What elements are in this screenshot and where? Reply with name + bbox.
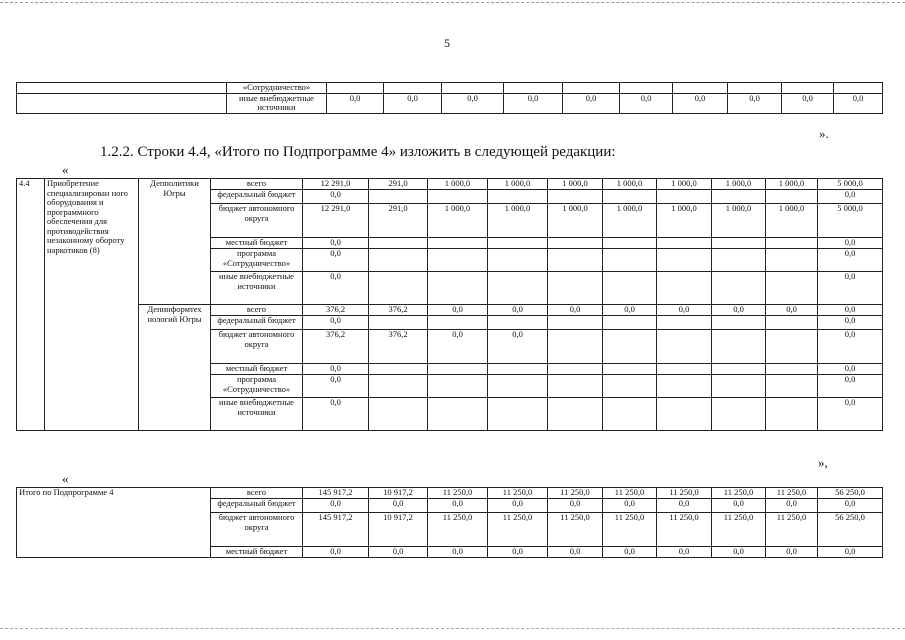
value-cell: 0,0 <box>303 547 369 558</box>
value-cell: 0,0 <box>548 305 603 316</box>
value-cell <box>488 364 548 375</box>
value-cell <box>712 272 766 305</box>
value-cell: 11 250,0 <box>488 513 548 547</box>
source-cell: федеральный бюджет <box>211 499 303 513</box>
value-cell: 0,0 <box>818 272 883 305</box>
value-cell: 0,0 <box>303 272 369 305</box>
value-cell <box>657 375 712 398</box>
value-cell <box>657 316 712 330</box>
value-cell <box>712 249 766 272</box>
value-cell: 1 000,0 <box>428 179 488 190</box>
value-cell: 0,0 <box>303 398 369 431</box>
value-cell: 376,2 <box>369 330 428 364</box>
value-cell <box>369 316 428 330</box>
value-cell: 376,2 <box>369 305 428 316</box>
value-cell <box>712 398 766 431</box>
value-cell <box>712 330 766 364</box>
value-cell <box>766 316 818 330</box>
source-cell: федеральный бюджет <box>211 190 303 204</box>
value-cell <box>428 238 488 249</box>
measure-name-cell: Приобретение специализирован ного оборудования и программного обеспечения для противодействия незаконному обороту наркотиков (8) <box>45 179 139 431</box>
value-cell: 0,0 <box>766 547 818 558</box>
value-cell <box>712 364 766 375</box>
value-cell: 10 917,2 <box>369 488 428 499</box>
value-cell <box>504 83 563 94</box>
value-cell <box>657 249 712 272</box>
value-cell <box>369 364 428 375</box>
value-cell <box>766 238 818 249</box>
value-cell <box>712 316 766 330</box>
value-cell <box>369 238 428 249</box>
value-cell: 0,0 <box>818 499 883 513</box>
value-cell <box>428 375 488 398</box>
value-cell: 0,0 <box>657 547 712 558</box>
value-cell <box>428 398 488 431</box>
value-cell: 0,0 <box>327 93 384 113</box>
row-number-cell: 4.4 <box>17 179 45 431</box>
value-cell <box>488 190 548 204</box>
value-cell: 11 250,0 <box>603 488 657 499</box>
table-row <box>17 179 883 190</box>
value-cell: 0,0 <box>728 93 782 113</box>
page-number: 5 <box>444 36 450 50</box>
value-cell: 1 000,0 <box>548 179 603 190</box>
value-cell <box>548 238 603 249</box>
value-cell: 10 917,2 <box>369 513 428 547</box>
value-cell <box>766 398 818 431</box>
source-cell: программа «Сотрудничество» <box>211 375 303 398</box>
empty-cell <box>17 93 227 113</box>
value-cell: 291,0 <box>369 204 428 238</box>
value-cell: 11 250,0 <box>712 488 766 499</box>
value-cell: 0,0 <box>657 499 712 513</box>
section-heading: 1.2.2. Строки 4.4, «Итого по Подпрограмме 4» изложить в следующей редакции: <box>100 144 616 160</box>
value-cell: 0,0 <box>818 364 883 375</box>
value-cell <box>603 330 657 364</box>
bottom-scan-edge <box>0 628 905 629</box>
executor-cell: Депполитики Югры <box>139 179 211 305</box>
value-cell: 0,0 <box>818 316 883 330</box>
source-cell: иные внебюджетные источники <box>227 93 327 113</box>
total-name-cell: Итого по Подпрограмме 4 <box>17 488 211 558</box>
value-cell: 0,0 <box>428 305 488 316</box>
row-4-4-table <box>16 178 883 431</box>
value-cell: 0,0 <box>303 375 369 398</box>
value-cell: 11 250,0 <box>603 513 657 547</box>
value-cell: 376,2 <box>303 330 369 364</box>
close-quote-top: ». <box>819 126 829 141</box>
source-cell: всего <box>211 305 303 316</box>
source-cell: бюджет автономного округа <box>211 513 303 547</box>
value-cell <box>712 190 766 204</box>
source-cell: федеральный бюджет <box>211 316 303 330</box>
table-row <box>17 305 883 316</box>
value-cell: 0,0 <box>712 547 766 558</box>
value-cell: 0,0 <box>504 93 563 113</box>
value-cell: 1 000,0 <box>548 204 603 238</box>
value-cell <box>369 190 428 204</box>
top-scan-edge <box>0 2 905 3</box>
value-cell: 0,0 <box>548 547 603 558</box>
value-cell: 0,0 <box>428 330 488 364</box>
value-cell <box>782 83 834 94</box>
total-subprogram-table <box>16 487 883 558</box>
value-cell: 0,0 <box>712 499 766 513</box>
source-cell: бюджет автономного округа <box>211 330 303 364</box>
value-cell: 0,0 <box>303 499 369 513</box>
value-cell <box>603 316 657 330</box>
value-cell: 0,0 <box>818 238 883 249</box>
value-cell: 0,0 <box>563 93 620 113</box>
value-cell <box>712 238 766 249</box>
value-cell: 5 000,0 <box>818 204 883 238</box>
value-cell: 0,0 <box>620 93 673 113</box>
value-cell: 1 000,0 <box>712 204 766 238</box>
value-cell: 0,0 <box>303 316 369 330</box>
value-cell: 0,0 <box>834 93 883 113</box>
value-cell: 0,0 <box>766 305 818 316</box>
value-cell: 11 250,0 <box>428 513 488 547</box>
value-cell: 11 250,0 <box>657 513 712 547</box>
value-cell: 0,0 <box>428 499 488 513</box>
value-cell <box>603 364 657 375</box>
value-cell: 0,0 <box>818 398 883 431</box>
value-cell <box>657 238 712 249</box>
value-cell <box>488 249 548 272</box>
close-quote-main: », <box>818 455 828 470</box>
table-row <box>17 93 883 113</box>
value-cell: 376,2 <box>303 305 369 316</box>
table-row <box>17 83 883 94</box>
value-cell <box>620 83 673 94</box>
source-cell: всего <box>211 179 303 190</box>
value-cell <box>428 272 488 305</box>
value-cell: 0,0 <box>442 93 504 113</box>
value-cell: 1 000,0 <box>766 204 818 238</box>
value-cell: 11 250,0 <box>657 488 712 499</box>
executor-cell: Депинформтех нологий Югры <box>139 305 211 431</box>
value-cell: 145 917,2 <box>303 513 369 547</box>
value-cell: 1 000,0 <box>712 179 766 190</box>
value-cell: 0,0 <box>488 547 548 558</box>
value-cell <box>428 316 488 330</box>
value-cell: 291,0 <box>369 179 428 190</box>
value-cell <box>488 272 548 305</box>
value-cell <box>548 398 603 431</box>
value-cell: 0,0 <box>766 499 818 513</box>
value-cell: 0,0 <box>673 93 728 113</box>
value-cell <box>488 238 548 249</box>
value-cell: 0,0 <box>782 93 834 113</box>
value-cell: 11 250,0 <box>766 513 818 547</box>
value-cell: 0,0 <box>488 499 548 513</box>
value-cell: 0,0 <box>818 249 883 272</box>
value-cell: 0,0 <box>369 499 428 513</box>
value-cell: 11 250,0 <box>428 488 488 499</box>
value-cell <box>766 330 818 364</box>
value-cell <box>766 375 818 398</box>
value-cell: 1 000,0 <box>488 204 548 238</box>
value-cell: 0,0 <box>548 499 603 513</box>
value-cell <box>428 190 488 204</box>
value-cell <box>603 272 657 305</box>
value-cell <box>657 272 712 305</box>
value-cell: 0,0 <box>384 93 442 113</box>
value-cell <box>657 190 712 204</box>
value-cell: 12 291,0 <box>303 204 369 238</box>
value-cell: 11 250,0 <box>766 488 818 499</box>
value-cell <box>369 398 428 431</box>
value-cell: 0,0 <box>657 305 712 316</box>
value-cell <box>603 238 657 249</box>
value-cell: 0,0 <box>818 330 883 364</box>
value-cell <box>728 83 782 94</box>
value-cell: 56 250,0 <box>818 513 883 547</box>
open-quote-main: « <box>62 162 69 177</box>
value-cell <box>548 249 603 272</box>
value-cell: 0,0 <box>818 305 883 316</box>
value-cell: 0,0 <box>603 547 657 558</box>
value-cell: 1 000,0 <box>488 179 548 190</box>
value-cell: 0,0 <box>369 547 428 558</box>
value-cell: 5 000,0 <box>818 179 883 190</box>
value-cell: 1 000,0 <box>766 179 818 190</box>
value-cell: 11 250,0 <box>548 488 603 499</box>
value-cell: 0,0 <box>488 305 548 316</box>
value-cell <box>766 364 818 375</box>
value-cell: 0,0 <box>818 375 883 398</box>
source-cell: местный бюджет <box>211 364 303 375</box>
source-cell: «Сотрудничество» <box>227 83 327 94</box>
value-cell <box>548 272 603 305</box>
value-cell <box>548 330 603 364</box>
value-cell: 0,0 <box>603 499 657 513</box>
value-cell <box>657 330 712 364</box>
table-row <box>17 488 883 499</box>
value-cell: 0,0 <box>303 190 369 204</box>
value-cell <box>369 249 428 272</box>
value-cell: 1 000,0 <box>428 204 488 238</box>
value-cell <box>428 364 488 375</box>
value-cell: 0,0 <box>488 330 548 364</box>
source-cell: иные внебюджетные источники <box>211 398 303 431</box>
value-cell <box>384 83 442 94</box>
value-cell <box>488 375 548 398</box>
value-cell <box>657 398 712 431</box>
value-cell: 12 291,0 <box>303 179 369 190</box>
value-cell <box>563 83 620 94</box>
value-cell: 0,0 <box>603 305 657 316</box>
value-cell: 0,0 <box>712 305 766 316</box>
value-cell: 1 000,0 <box>657 204 712 238</box>
value-cell <box>673 83 728 94</box>
value-cell <box>428 249 488 272</box>
source-cell: бюджет автономного округа <box>211 204 303 238</box>
value-cell <box>712 375 766 398</box>
value-cell <box>603 249 657 272</box>
source-cell: иные внебюджетные источники <box>211 272 303 305</box>
source-cell: программа «Сотрудничество» <box>211 249 303 272</box>
value-cell <box>657 364 712 375</box>
value-cell <box>442 83 504 94</box>
value-cell: 0,0 <box>428 547 488 558</box>
value-cell: 0,0 <box>303 364 369 375</box>
value-cell: 1 000,0 <box>603 204 657 238</box>
value-cell <box>766 249 818 272</box>
value-cell <box>766 272 818 305</box>
value-cell <box>548 316 603 330</box>
value-cell: 0,0 <box>303 249 369 272</box>
value-cell: 11 250,0 <box>548 513 603 547</box>
value-cell <box>548 375 603 398</box>
value-cell <box>548 190 603 204</box>
source-cell: местный бюджет <box>211 547 303 558</box>
value-cell <box>603 398 657 431</box>
source-cell: местный бюджет <box>211 238 303 249</box>
value-cell: 0,0 <box>818 547 883 558</box>
value-cell <box>488 398 548 431</box>
value-cell <box>766 190 818 204</box>
value-cell: 56 250,0 <box>818 488 883 499</box>
value-cell <box>548 364 603 375</box>
value-cell: 11 250,0 <box>712 513 766 547</box>
empty-cell <box>17 83 227 94</box>
value-cell: 0,0 <box>303 238 369 249</box>
value-cell <box>488 316 548 330</box>
value-cell <box>603 190 657 204</box>
value-cell <box>369 272 428 305</box>
source-cell: всего <box>211 488 303 499</box>
value-cell <box>603 375 657 398</box>
value-cell <box>327 83 384 94</box>
value-cell <box>369 375 428 398</box>
open-quote-total: « <box>62 471 69 486</box>
value-cell: 1 000,0 <box>657 179 712 190</box>
value-cell: 0,0 <box>818 190 883 204</box>
value-cell: 11 250,0 <box>488 488 548 499</box>
value-cell: 1 000,0 <box>603 179 657 190</box>
value-cell <box>834 83 883 94</box>
value-cell: 145 917,2 <box>303 488 369 499</box>
top-continuation-table <box>16 82 883 114</box>
